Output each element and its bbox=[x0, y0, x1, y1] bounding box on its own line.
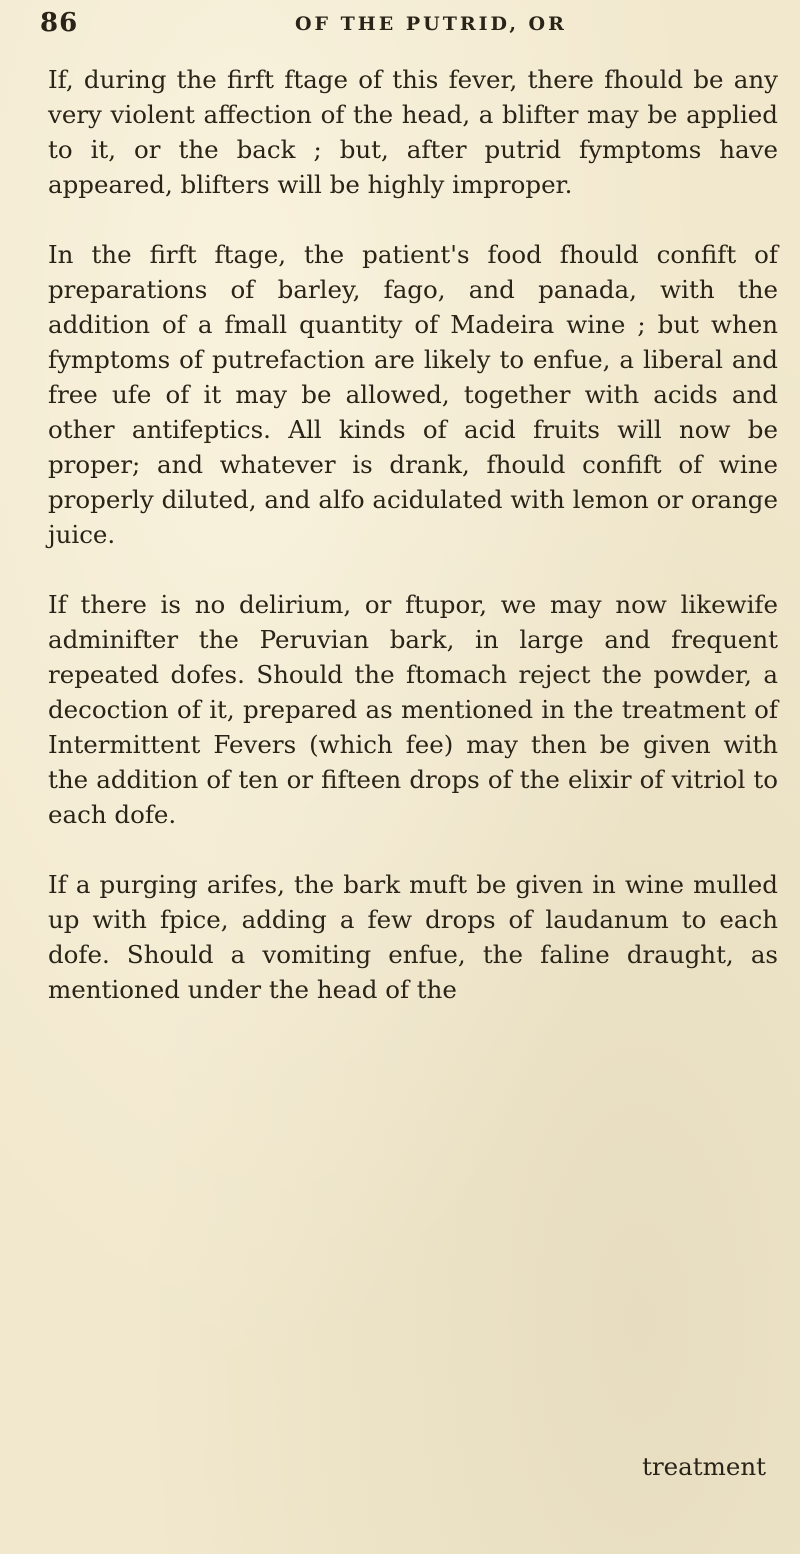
body-text bbox=[48, 62, 778, 1042]
paragraph-purging: If a purging arifes, the bark muft be given in wine mulled up with fpice, adding a few drops of laudanum to each dofe. Should a vomiting enfue, the faline draught, as mentioned under the head of the bbox=[48, 870, 778, 1004]
page-number: 86 bbox=[40, 8, 79, 38]
paragraph-blister: If, during the firft ftage of this fever, there fhould be any very violent affection of the head, a blifter may be applied to it, or the back ; but, after putrid fymptoms have appeared, blifters will be highly improper. bbox=[48, 65, 778, 199]
paragraph-peruvian-bark: If there is no delirium, or ftupor, we may now likewife adminifter the Peruvian bark, in large and frequent repeated dofes. Should the ftomach reject the powder, a decoction of it, prepared as mentioned in the treatment of Intermittent Fevers (which fee) may then be given with the addition of ten or fifteen drops of the elixir of vitriol to each dofe. bbox=[48, 590, 778, 829]
running-title: OF THE PUTRID, OR bbox=[295, 13, 567, 35]
running-head bbox=[40, 8, 780, 48]
catchword: treatment bbox=[642, 1452, 766, 1481]
paragraph-diet: In the firft ftage, the patient's food fhould confift of preparations of barley, fago, and panada, with the addition of a fmall quantity of Madeira wine ; but when fymptoms of putrefaction are likely to enfue, a liberal and free ufe of it may be allowed, together with acids and other antifeptics. All kinds of acid fruits will now be proper; and whatever is drank, fhould confift of wine properly diluted, and alfo acidulated with lemon or orange juice. bbox=[48, 240, 778, 549]
